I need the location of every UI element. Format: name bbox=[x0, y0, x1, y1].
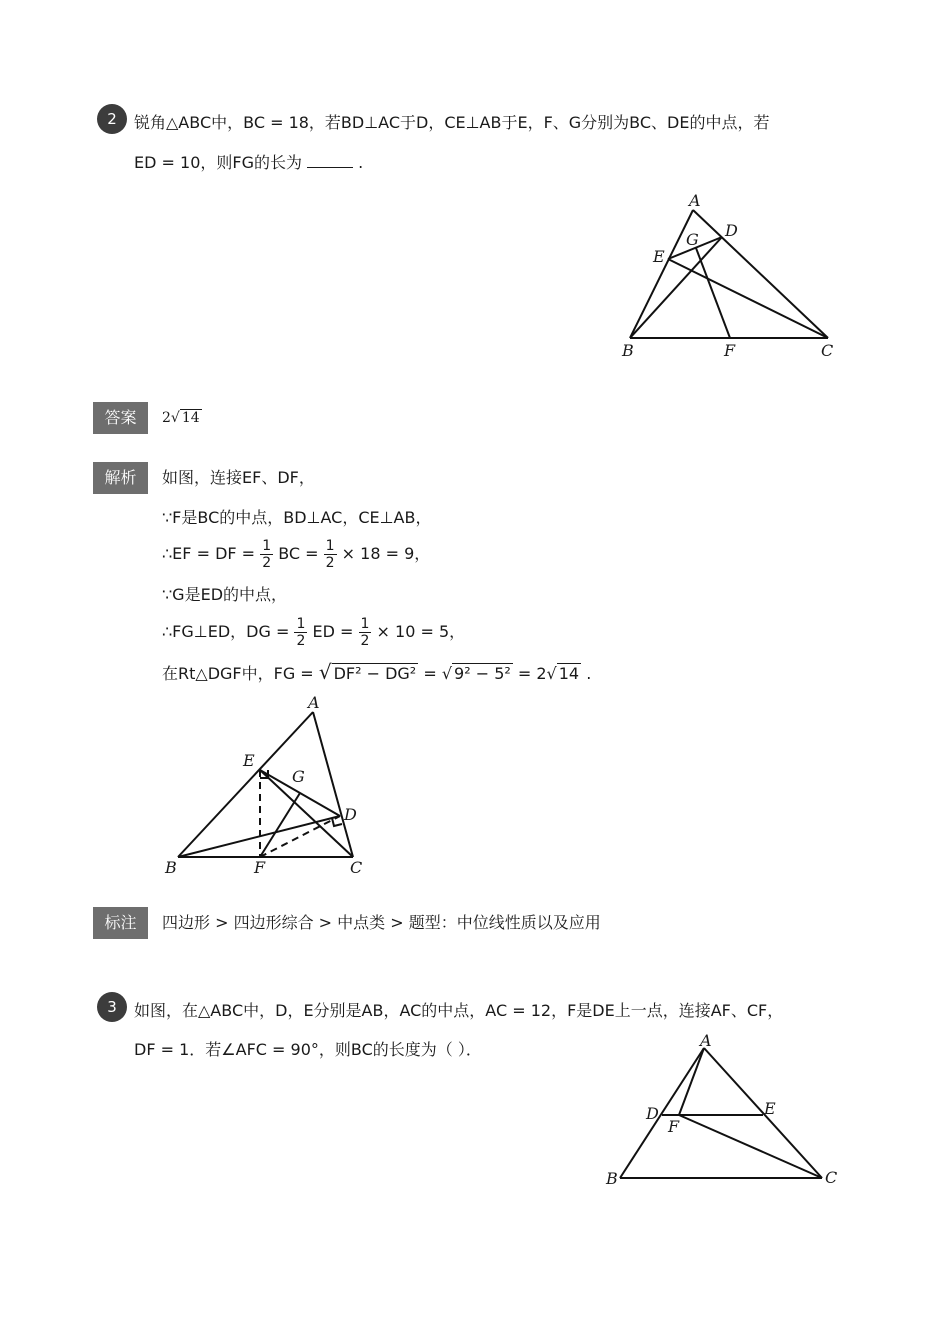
radical-numeric: 9² − 5² bbox=[454, 664, 511, 683]
analysis-tag-label: 解析 bbox=[104, 468, 137, 487]
radical-df-dg: DF² − DG² bbox=[333, 664, 417, 683]
label-c: C bbox=[825, 1168, 838, 1187]
label-d: D bbox=[344, 805, 357, 824]
label-c: C bbox=[350, 858, 363, 877]
side-ab bbox=[630, 210, 693, 338]
fraction-half bbox=[324, 538, 337, 571]
label-tag bbox=[93, 907, 148, 939]
question-number: 3 bbox=[107, 998, 117, 1016]
segment-ce bbox=[668, 259, 828, 338]
question-number: 2 bbox=[107, 110, 117, 128]
question-3-line-1 bbox=[134, 1001, 783, 1021]
analysis-text-3a: ∴EF = DF = bbox=[162, 544, 256, 563]
label-e: E bbox=[653, 247, 665, 266]
label-f: F bbox=[724, 341, 736, 360]
label-b: B bbox=[606, 1169, 618, 1188]
label-g: G bbox=[686, 230, 699, 249]
label-d: D bbox=[725, 221, 738, 240]
analysis-text-5c: × 10 = 5， bbox=[376, 622, 466, 641]
result-radicand: 14 bbox=[558, 664, 580, 683]
analysis-text-2: ∵F是BC的中点，BD⊥AC，CE⊥AB， bbox=[162, 508, 432, 527]
segment-ce bbox=[260, 770, 353, 857]
segment-gf bbox=[696, 248, 730, 338]
label-b: B bbox=[622, 341, 634, 360]
answer-radicand: 14 bbox=[181, 410, 200, 426]
analysis-line-2 bbox=[162, 508, 431, 528]
analysis-period: . bbox=[586, 664, 592, 683]
question-3-figure bbox=[600, 1028, 850, 1198]
fraction-denominator: 2 bbox=[360, 633, 370, 649]
sqrt-sign: √ bbox=[170, 410, 180, 426]
sqrt-sign: √ bbox=[318, 660, 332, 684]
analysis-line-6 bbox=[162, 662, 591, 684]
fraction-numerator: 1 bbox=[325, 538, 335, 554]
fraction-denominator: 2 bbox=[325, 555, 335, 571]
question-2-text-2: ED = 10，则FG的长为 bbox=[134, 153, 302, 172]
analysis-line-5 bbox=[162, 616, 465, 649]
right-angle-mark-d bbox=[332, 818, 342, 826]
fraction-half bbox=[294, 616, 307, 649]
question-3-line-2 bbox=[134, 1040, 482, 1060]
label-f: F bbox=[254, 858, 266, 877]
label-f: F bbox=[668, 1117, 680, 1136]
fraction-half bbox=[359, 616, 372, 649]
label-a: A bbox=[700, 1031, 712, 1050]
analysis-tag bbox=[93, 462, 148, 494]
analysis-text-5b: ED = bbox=[312, 622, 354, 641]
sqrt-sign: √ bbox=[441, 664, 453, 683]
side-ac bbox=[704, 1048, 822, 1178]
knowledge-path-text: 四边形 > 四边形综合 > 中点类 > 题型：中位线性质以及应用 bbox=[162, 913, 601, 932]
label-c: C bbox=[821, 341, 834, 360]
question-number-badge bbox=[97, 992, 127, 1022]
side-ac bbox=[313, 712, 353, 857]
analysis-text-3c: × 18 = 9， bbox=[341, 544, 431, 563]
side-ac bbox=[693, 210, 828, 338]
analysis-text-3b: BC = bbox=[278, 544, 319, 563]
analysis-line-1 bbox=[162, 468, 315, 488]
fraction-numerator: 1 bbox=[262, 538, 272, 554]
analysis-text-1: 如图，连接EF、DF， bbox=[162, 468, 315, 487]
question-3-text-2: DF = 1．若∠AFC = 90°，则BC的长度为（ ）． bbox=[134, 1040, 482, 1059]
result-coefficient: = 2 bbox=[517, 664, 547, 683]
answer-value bbox=[162, 408, 202, 428]
question-number-badge bbox=[97, 104, 127, 134]
analysis-text-5a: ∴FG⊥ED，DG = bbox=[162, 622, 290, 641]
label-e: E bbox=[764, 1099, 776, 1118]
question-2-text-1: 锐角△ABC中，BC = 18，若BD⊥AC于D，CE⊥AB于E，F、G分别为BC、DE的中点，若 bbox=[134, 113, 770, 132]
fraction-numerator: 1 bbox=[296, 616, 306, 632]
answer-tag bbox=[93, 402, 148, 434]
question-2-line-2 bbox=[134, 153, 363, 173]
analysis-figure bbox=[155, 690, 385, 890]
question-2-line-1 bbox=[134, 113, 769, 133]
answer-tag-label: 答案 bbox=[104, 408, 137, 427]
label-b: B bbox=[165, 858, 177, 877]
label-d: D bbox=[646, 1104, 659, 1123]
side-ab bbox=[620, 1048, 704, 1178]
question-2-figure bbox=[615, 188, 855, 368]
knowledge-path bbox=[162, 913, 601, 933]
analysis-line-3 bbox=[162, 538, 430, 571]
analysis-text-4: ∵G是ED的中点， bbox=[162, 585, 288, 604]
label-a: A bbox=[689, 191, 701, 210]
fraction-half bbox=[260, 538, 273, 571]
analysis-text-6a: 在Rt△DGF中，FG = bbox=[162, 664, 314, 683]
label-a: A bbox=[308, 693, 320, 712]
label-e: E bbox=[243, 751, 255, 770]
fraction-denominator: 2 bbox=[296, 633, 306, 649]
answer-blank[interactable] bbox=[307, 153, 353, 168]
label-tag-text: 标注 bbox=[104, 913, 137, 932]
sqrt-sign: √ bbox=[546, 664, 557, 683]
equals-sign: = bbox=[423, 664, 437, 683]
fraction-denominator: 2 bbox=[262, 555, 272, 571]
answer-coefficient: 2 bbox=[162, 410, 171, 426]
analysis-line-4 bbox=[162, 585, 287, 605]
segment-bd bbox=[630, 237, 722, 338]
question-3-text-1: 如图，在△ABC中，D，E分别是AB，AC的中点，AC = 12，F是DE上一点，连接AF、CF， bbox=[134, 1001, 784, 1020]
fraction-numerator: 1 bbox=[360, 616, 370, 632]
segment-cf bbox=[679, 1115, 822, 1178]
question-2-period: . bbox=[358, 153, 364, 172]
label-g: G bbox=[292, 767, 305, 786]
segment-gf bbox=[260, 793, 300, 857]
